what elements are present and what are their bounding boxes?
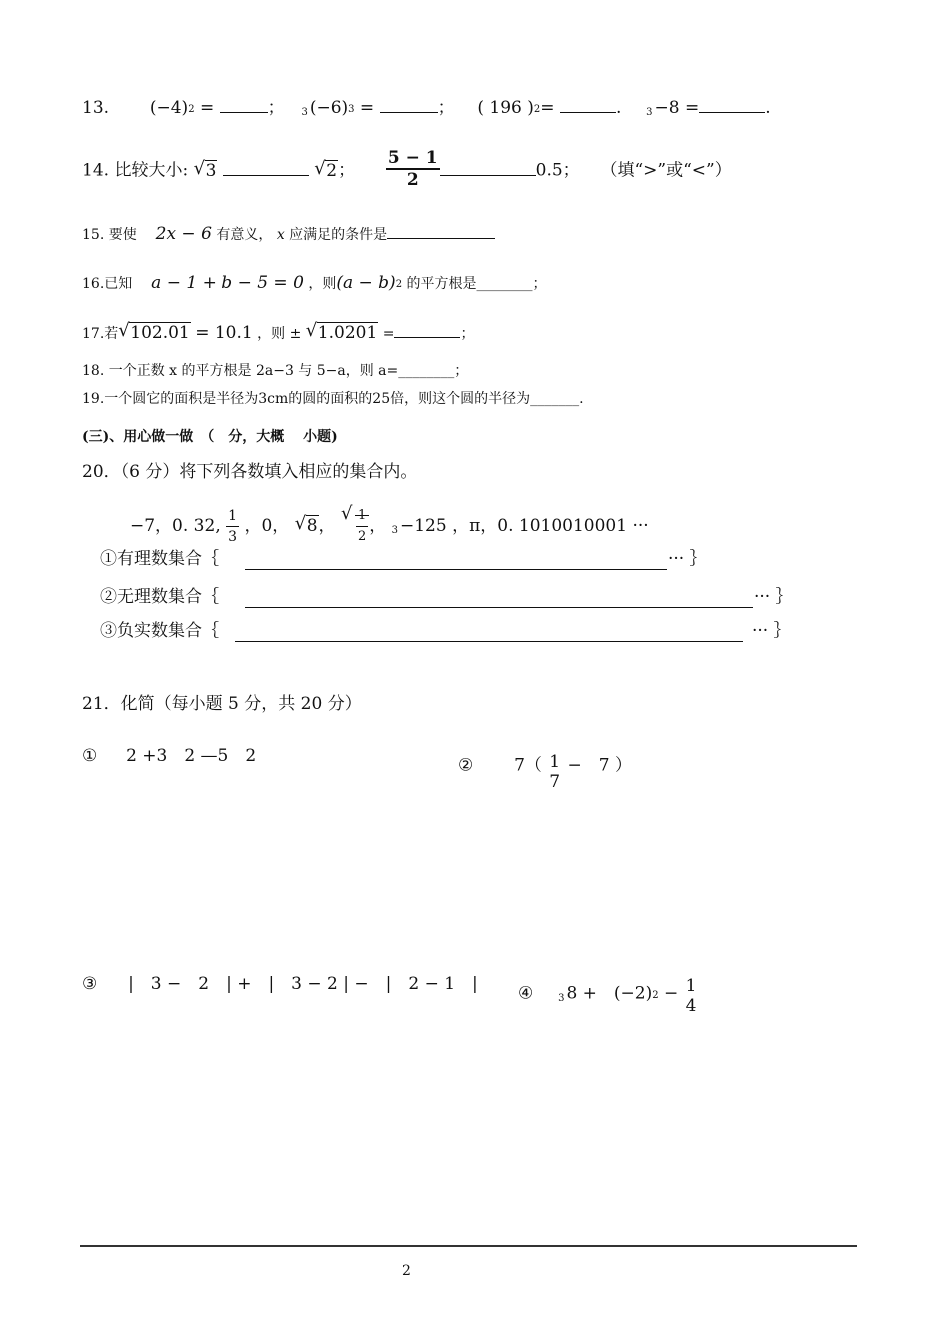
q14-semi: ； — [338, 160, 356, 181]
q13-term-3: ( 196 ) — [477, 98, 534, 118]
q18-line: 18. 一个正数 x 的平方根是 2a−3 与 5−a，则 a=________； — [82, 363, 469, 379]
part-marker: ④ — [518, 983, 534, 1004]
q13-term-1: (−4) — [149, 98, 189, 118]
q17-eq-2: = — [382, 326, 395, 342]
part-expression-b: − — [664, 983, 679, 1004]
sqrt-symbol — [314, 161, 338, 181]
sqrt-symbol — [306, 323, 378, 343]
fraction — [226, 506, 239, 547]
q13-exp-2: 3 — [348, 104, 355, 115]
answer-blank[interactable] — [380, 98, 438, 113]
part-marker: ① — [82, 746, 98, 766]
q15-text-1: 有意义， — [216, 227, 273, 243]
denominator: 2 — [356, 526, 368, 547]
q16-line — [82, 273, 547, 295]
denominator: 2 — [386, 168, 440, 190]
cube-root-index: 3 — [301, 107, 308, 118]
q15-line — [82, 224, 495, 244]
set-label: ③负实数集合｛ — [100, 621, 219, 641]
fraction — [547, 752, 562, 792]
q16-text-1: ，则 — [308, 276, 337, 292]
q13-line — [82, 98, 771, 121]
sqrt-symbol — [295, 516, 319, 536]
q17-eq: = 10.1 — [195, 323, 253, 343]
q14-value: 0.5； — [535, 160, 580, 181]
q16-expr-3: (a − b) — [336, 273, 396, 293]
part-marker: ② — [458, 755, 474, 776]
radicand: 1.0201 — [317, 323, 378, 343]
part-expression: 2 +3 2 —5 2 — [126, 746, 257, 766]
set-irrational — [100, 587, 219, 607]
numerator: 5 − 1 — [387, 148, 438, 168]
q20-numbers-1: −7，0. 32, — [130, 516, 221, 536]
page-number: 2 — [402, 1263, 411, 1279]
q13-term-2: (−6) — [309, 98, 349, 118]
part-marker: ③ — [82, 974, 98, 994]
sqrt-symbol — [118, 323, 190, 343]
q15-text-2: 应满足的条件是 — [289, 227, 388, 243]
numerator: 1 — [549, 752, 561, 772]
cube-root-index: 3 — [391, 525, 398, 536]
q13-sep-3: . — [615, 98, 622, 118]
q16-expr-1: a − 1 + — [151, 273, 217, 293]
question-number: 14. — [82, 160, 110, 181]
q13-eq-4: = — [685, 98, 700, 118]
q19-line: 19.一个圆它的面积是半径为3cm的圆的面积的25倍，则这个圆的半径为_______. — [82, 391, 584, 407]
radicand: 3 — [205, 160, 217, 181]
answer-blank[interactable] — [440, 161, 536, 176]
footer-rule — [80, 1245, 857, 1247]
denominator: 3 — [226, 526, 239, 547]
denominator: 4 — [685, 996, 697, 1016]
answer-blank[interactable] — [699, 98, 765, 113]
q13-end: . — [765, 98, 771, 118]
q13-term-4: −8 — [654, 98, 680, 118]
q13-sep-2: ； — [437, 98, 455, 118]
q13-eq-3: = — [540, 98, 555, 118]
q13-sep-1: ； — [267, 98, 285, 118]
q21-part-4 — [518, 974, 699, 1014]
numerator: √ 1 — [357, 508, 367, 523]
answer-line[interactable] — [245, 607, 753, 608]
q20-numbers — [130, 506, 649, 547]
q21-part-2 — [458, 746, 632, 792]
q16-exp: 2 — [395, 279, 403, 290]
q17-line — [82, 323, 474, 343]
radicand: 8 — [306, 516, 318, 536]
numerator: 1 — [228, 508, 238, 524]
cube-root-index: 3 — [646, 107, 653, 118]
q21-part-1 — [82, 746, 256, 766]
set-label: ②无理数集合｛ — [100, 587, 219, 607]
q15-var: x — [276, 227, 285, 243]
sqrt-symbol — [341, 506, 369, 547]
q20-numbers-3: ， — [318, 516, 336, 536]
q13-exp-3: 2 — [533, 104, 541, 115]
section-heading: (三)、用心做一做 （ 分，大概 小题) — [82, 429, 338, 445]
q15-expression: 2x − 6 — [155, 224, 212, 244]
answer-blank[interactable] — [223, 161, 309, 176]
set-label: ①有理数集合｛ — [100, 549, 219, 569]
q17-text: ，则 ± — [257, 326, 302, 342]
set-negative-real — [100, 621, 219, 641]
sqrt-symbol — [194, 161, 218, 181]
answer-blank[interactable] — [394, 323, 460, 338]
q20-numbers-4: ， — [369, 516, 387, 536]
q16-text-2: 的平方根是________； — [406, 276, 547, 292]
q21-heading: 21．化简（每小题 5 分，共 20 分） — [82, 694, 362, 714]
set-end: ··· ｝ — [752, 621, 791, 641]
q13-eq-2: = — [359, 98, 375, 118]
part-expression-a: 8 + (−2) — [566, 983, 653, 1004]
q13-exp-1: 2 — [188, 104, 195, 115]
part-expression: | 3 − 2 | + | 3 − 2 | − | 2 − 1 | — [128, 974, 478, 994]
q17-lead: 17.若 — [82, 326, 119, 342]
part-expression-a: 7（ — [514, 755, 542, 776]
q17-end: ； — [460, 326, 475, 342]
set-end: ··· ｝ — [668, 549, 707, 569]
q16-lead: 16.已知 — [82, 276, 133, 292]
radicand: 102.01 — [130, 323, 190, 343]
q20-numbers-5: −125 ，π，0. 1010010001 ··· — [400, 516, 649, 536]
q16-expr-2: b − 5 = 0 — [221, 273, 304, 293]
answer-line[interactable] — [245, 569, 667, 570]
set-end: ··· ｝ — [754, 587, 793, 607]
answer-line[interactable] — [235, 641, 743, 642]
q20-heading: 20．（6 分）将下列各数填入相应的集合内。 — [82, 462, 418, 482]
fraction — [386, 148, 440, 190]
q14-line — [82, 150, 732, 192]
answer-blank[interactable] — [560, 98, 616, 113]
radicand: 2 — [326, 160, 338, 181]
q13-eq-1: = — [199, 98, 215, 118]
set-rational — [100, 549, 219, 569]
fraction — [684, 976, 699, 1016]
cube-root-index: 3 — [558, 992, 565, 1004]
q20-numbers-2: ，0， — [244, 516, 290, 536]
numerator: 1 — [685, 976, 697, 996]
denominator: 7 — [549, 772, 561, 792]
answer-blank[interactable] — [220, 98, 268, 113]
question-number: 13. — [82, 98, 110, 118]
part-expression-b: − 7 ） — [567, 755, 632, 776]
exponent: 2 — [652, 989, 659, 1001]
q15-lead: 15. 要使 — [82, 227, 137, 243]
answer-blank[interactable] — [387, 224, 495, 239]
q14-lead: 比较大小: — [114, 160, 189, 181]
fraction — [356, 506, 368, 547]
q14-hint: （填“>”或“<”） — [600, 160, 732, 181]
q21-part-3 — [82, 974, 478, 994]
